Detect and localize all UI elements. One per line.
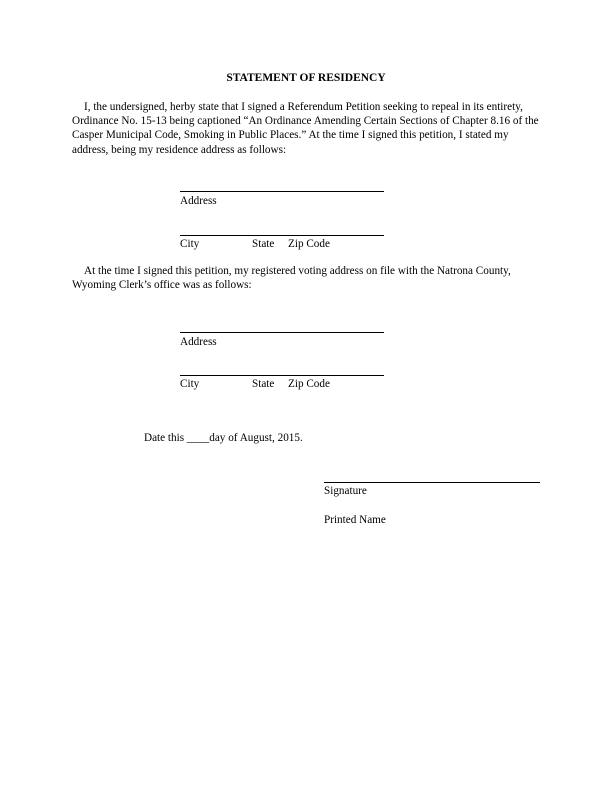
voting-city-label: City — [180, 378, 200, 390]
residence-zip-label: Zip Code — [288, 238, 330, 250]
voting-zip-label: Zip Code — [288, 378, 330, 390]
voting-state-label: State — [252, 378, 275, 390]
printed-name-label: Printed Name — [324, 514, 386, 526]
voting-address-line[interactable] — [180, 332, 384, 333]
signature-label: Signature — [324, 485, 367, 497]
page-title: STATEMENT OF RESIDENCY — [226, 72, 386, 84]
voting-address-paragraph: At the time I signed this petition, my registered voting address on file with the Natrona County, Wyoming Clerk’s office was as follows: — [72, 265, 511, 292]
residence-city-label: City — [180, 238, 200, 250]
signature-line[interactable] — [324, 482, 540, 483]
residency-statement-paragraph: I, the undersigned, herby state that I signed a Referendum Petition seeking to repeal in its entirety, Ordinance No. 15-13 being captioned “An Ordinance Amending Certain Sections of Chapter 8.16 of the Casper Municipal Code, Smoking in Public Places.” At the time I signed this petition, I stated my address, being my residence address as follows: — [72, 101, 539, 156]
voting-city-state-zip-line[interactable] — [180, 375, 384, 376]
residence-city-state-zip-line[interactable] — [180, 235, 384, 236]
residence-address-line[interactable] — [180, 191, 384, 192]
residence-state-label: State — [252, 238, 275, 250]
date-line: Date this ____day of August, 2015. — [144, 432, 303, 444]
voting-address-label: Address — [180, 336, 217, 348]
residence-address-label: Address — [180, 195, 217, 207]
